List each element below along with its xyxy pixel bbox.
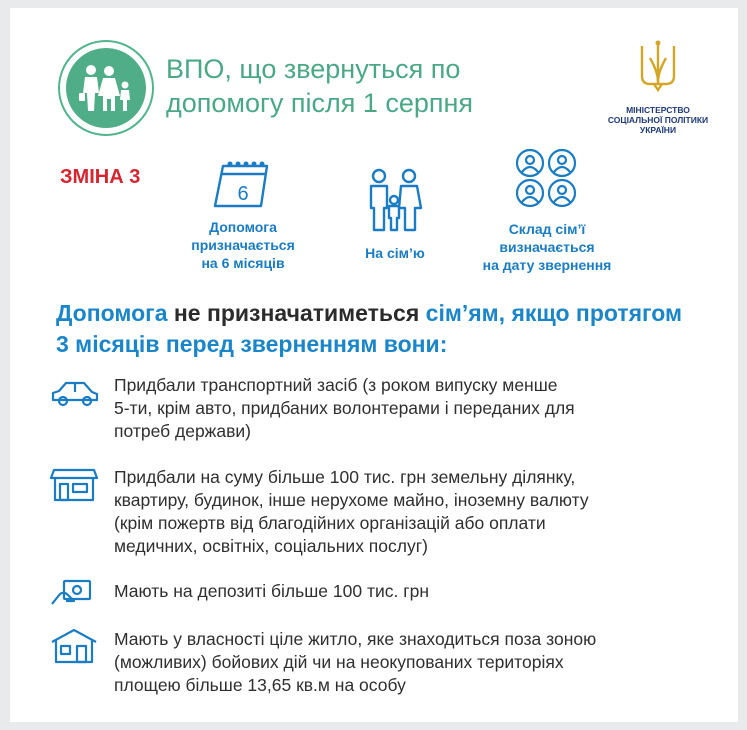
calendar-number: 6 xyxy=(237,183,249,205)
headline-part-1: Допомога xyxy=(56,300,168,326)
house-icon xyxy=(50,628,98,664)
list-item-text: Мають на депозиті більше 100 тис. грн xyxy=(114,581,429,601)
list-item-text: Мають у власності ціле житло, яке знаходиться поза зоною (можливих) бойових дій чи на неокупованих територіях площею більше 13,65 кв.м на особу xyxy=(114,629,597,695)
headline-part-3: сім’ям, якщо протягом 3 місяців перед зверненням вони: xyxy=(56,300,683,357)
headline-part-2: не призначатиметься xyxy=(167,300,426,326)
family-icon xyxy=(363,168,427,234)
calendar-icon xyxy=(213,156,273,210)
list-item-text: Придбали транспортний засіб (з роком випуску менше 5-ти, крім авто, придбаних волонтерами і переданих для потреб держави) xyxy=(114,375,575,441)
trident-emblem-icon xyxy=(636,38,680,94)
family-logo xyxy=(58,40,154,136)
feature-label: Склад сім’ї визначається на дату звернення xyxy=(482,221,612,273)
change-label: ЗМІНА 3 xyxy=(60,166,141,188)
car-icon xyxy=(50,378,100,410)
feature-six-months xyxy=(173,156,313,272)
feature-label: На сім’ю xyxy=(365,245,425,261)
shop-building-icon xyxy=(50,468,98,502)
people-group-icon xyxy=(512,148,582,208)
feature-family xyxy=(340,168,450,262)
feature-label: Допомога призначається на 6 місяців xyxy=(191,219,295,271)
headline xyxy=(56,298,696,360)
feature-family-composition xyxy=(462,148,632,274)
money-hand-icon xyxy=(50,578,94,608)
ministry-logo xyxy=(604,38,712,135)
family-shopping-icon xyxy=(77,63,135,113)
infographic-card xyxy=(10,8,738,722)
page-title: ВПО, що звернуться по допомогу після 1 серпня xyxy=(166,54,474,118)
ministry-name: МІНІСТЕРСТВО СОЦІАЛЬНОЇ ПОЛІТИКИ УКРАЇНИ xyxy=(607,105,709,135)
list-item-text: Придбали на суму більше 100 тис. грн земельну ділянку, квартиру, будинок, інше нерухоме майно, іноземну валюту (крім пожертв від благодійних організацій або оплати медичних, освітніх, соціальних послуг) xyxy=(114,467,589,556)
